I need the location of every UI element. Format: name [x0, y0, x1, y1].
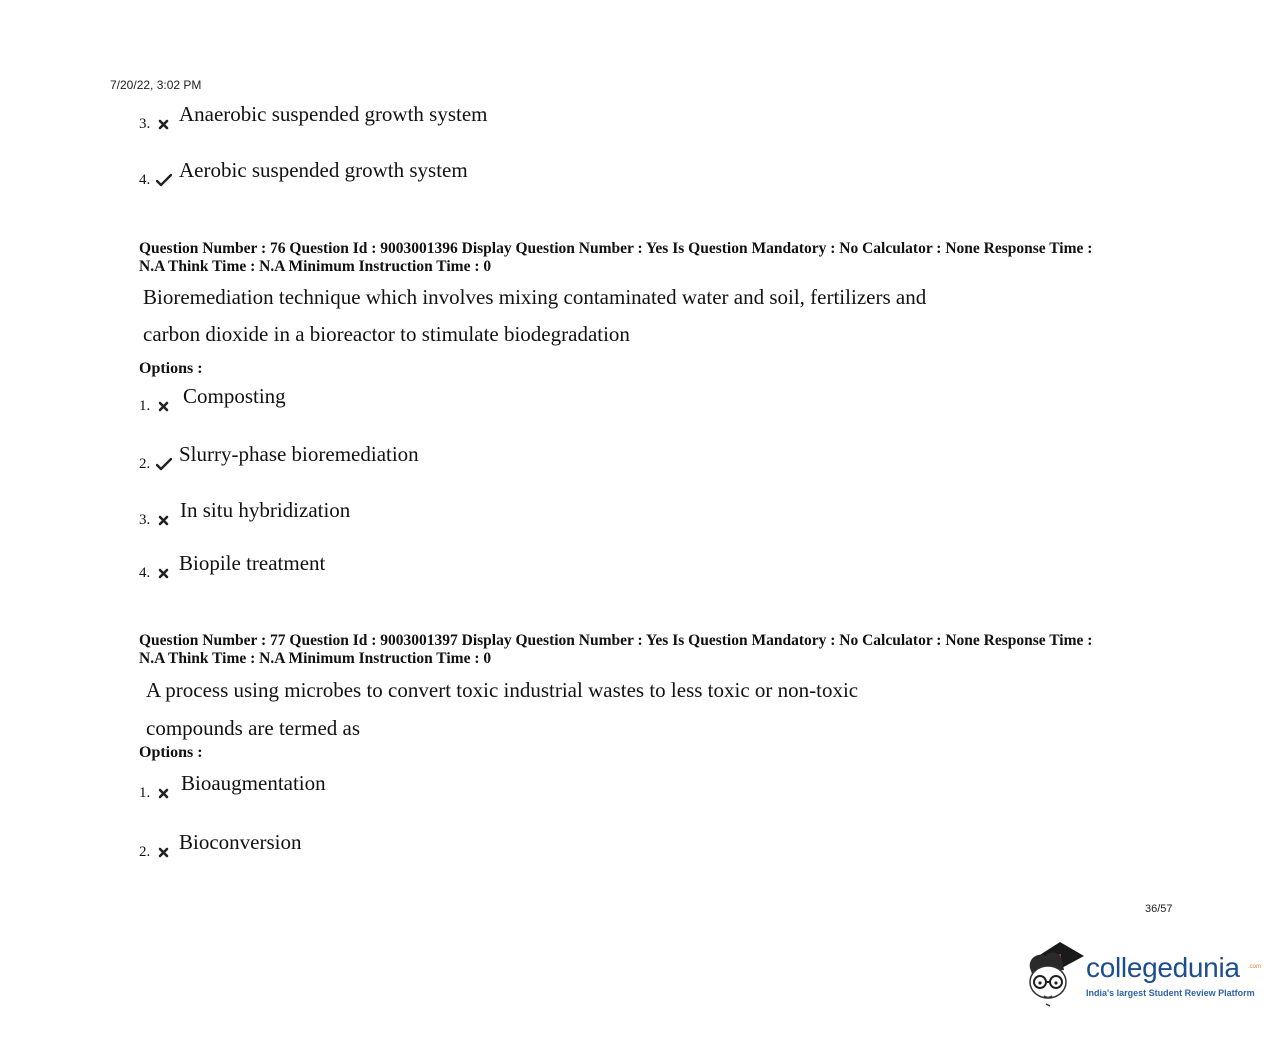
option-number: 1.: [139, 398, 151, 414]
option-text: Slurry-phase bioremediation: [179, 442, 419, 466]
option-text: Anaerobic suspended growth system: [179, 102, 488, 126]
options-label: Options :: [139, 744, 203, 761]
cross-icon: [156, 566, 172, 580]
question-meta: [139, 632, 1149, 668]
option-text: Biopile treatment: [179, 551, 326, 575]
option-text: Bioconversion: [179, 830, 302, 854]
option-number: 4.: [139, 172, 151, 188]
option-text: Bioaugmentation: [181, 771, 326, 795]
question-text-line: carbon dioxide in a bioreactor to stimulate biodegradation: [143, 322, 630, 346]
option-text: Aerobic suspended growth system: [179, 158, 468, 182]
option-number: 2.: [139, 844, 151, 860]
question-meta-line: Question Number : 76 Question Id : 9003001396 Display Question Number : Yes Is Question Mandatory : No Calculator : None Response Time :: [139, 240, 1093, 257]
check-icon: [156, 173, 172, 187]
cross-icon: [156, 786, 172, 800]
cross-icon: [156, 513, 172, 527]
option-number: 3.: [139, 116, 151, 132]
option-text: In situ hybridization: [180, 498, 351, 522]
option-number: 1.: [139, 785, 151, 801]
cross-icon: [156, 117, 172, 131]
logo-suffix: .com: [1248, 964, 1262, 970]
question-meta-line: N.A Think Time : N.A Minimum Instruction Time : 0: [139, 650, 492, 667]
options-label: Options :: [139, 360, 203, 377]
mascot-icon: [1024, 938, 1086, 1010]
logo-tagline: India's largest Student Review Platform: [1086, 988, 1255, 998]
timestamp: 7/20/22, 3:02 PM: [110, 78, 202, 92]
question-meta-line: N.A Think Time : N.A Minimum Instruction Time : 0: [139, 258, 492, 275]
cross-icon: [156, 399, 172, 413]
option-number: 3.: [139, 512, 151, 528]
logo-wordmark: collegedunia: [1086, 952, 1240, 983]
question-text-line: A process using microbes to convert toxic industrial wastes to less toxic or non-toxic: [146, 678, 859, 702]
option-number: 2.: [139, 456, 151, 472]
check-icon: [156, 457, 172, 471]
option-text: Composting: [183, 384, 286, 408]
question-text-line: compounds are termed as: [146, 716, 361, 740]
question-text-line: Bioremediation technique which involves mixing contaminated water and soil, fertilizers and: [143, 285, 927, 309]
page-number: 36/57: [1145, 903, 1173, 915]
cross-icon: [156, 845, 172, 859]
question-meta-line: Question Number : 77 Question Id : 9003001397 Display Question Number : Yes Is Question Mandatory : No Calculator : None Response Time :: [139, 632, 1093, 649]
collegedunia-logo: [1024, 938, 1264, 1010]
option-number: 4.: [139, 565, 151, 581]
question-meta: [139, 240, 1149, 276]
